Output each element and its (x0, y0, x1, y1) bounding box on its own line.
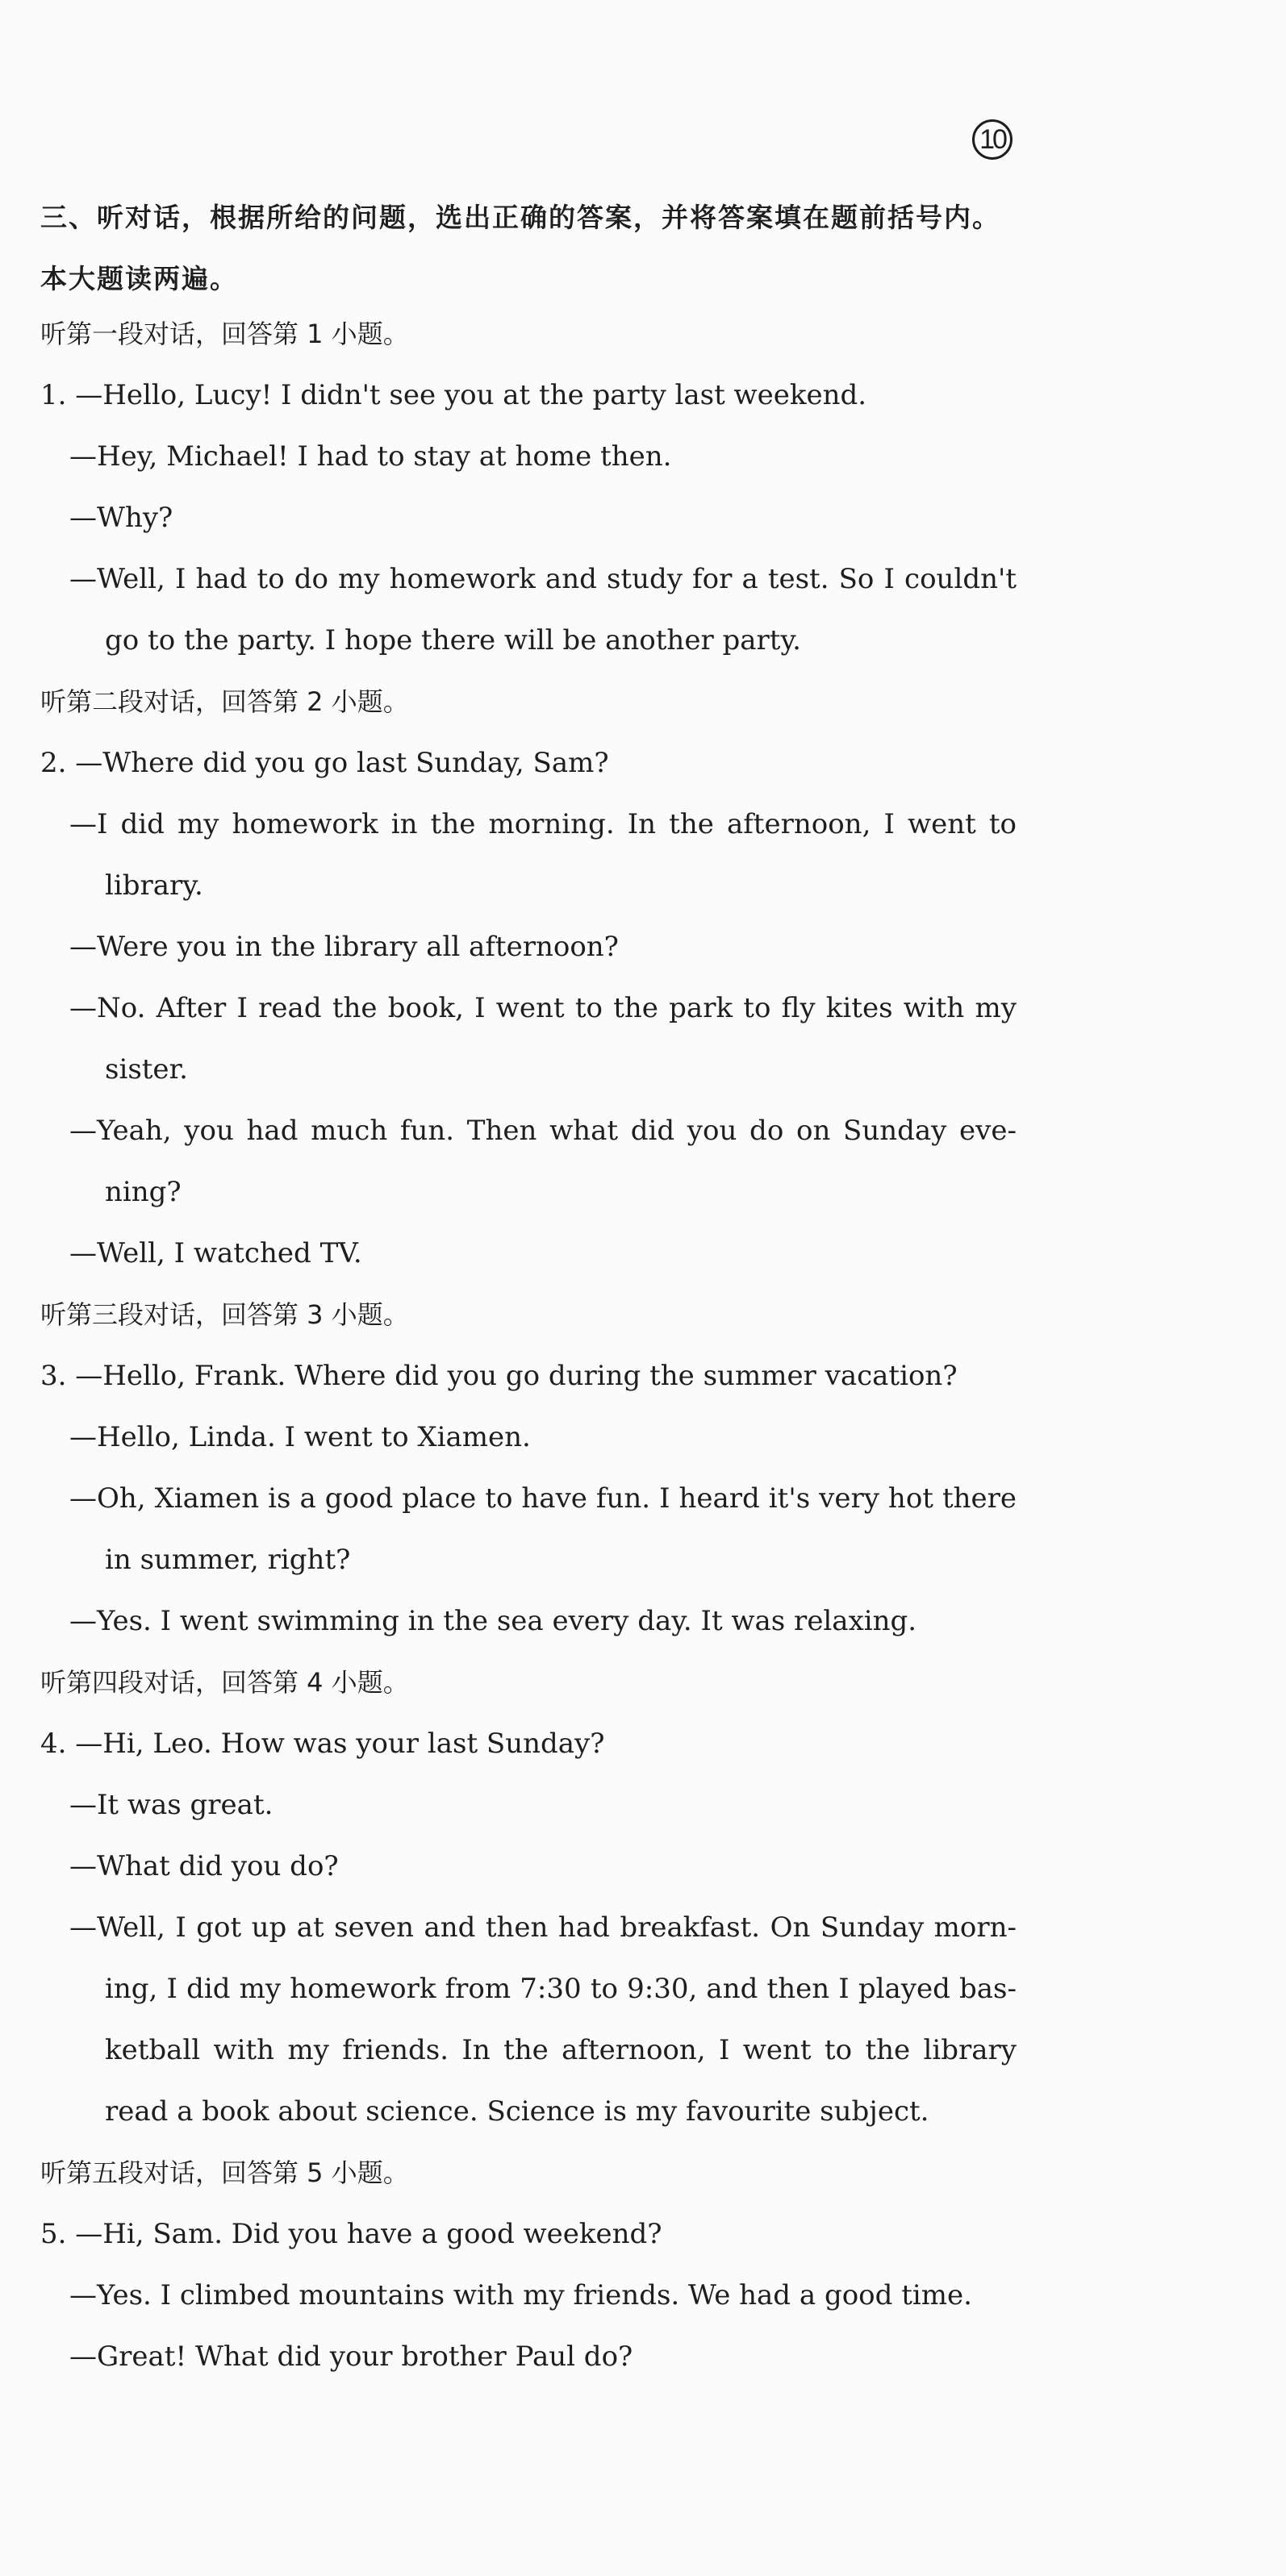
question-line: 1. —Hello, Lucy! I didn't see you at the party last weekend. (40, 379, 867, 411)
dialogue-line: —Well, I watched TV. (69, 1237, 362, 1269)
dialogue-line: —It was great. (69, 1789, 273, 1821)
section-instruction: 听第三段对话，回答第 3 小题。 (40, 1299, 409, 1330)
dialogue-line: —What did you do? (69, 1850, 339, 1882)
question-line: 2. —Where did you go last Sunday, Sam? (40, 747, 609, 779)
question-line: 4. —Hi, Leo. How was your last Sunday? (40, 1728, 605, 1760)
section-instruction: 听第五段对话，回答第 5 小题。 (40, 2157, 409, 2188)
continuation-line: library. (105, 869, 203, 902)
continuation-line: ketball with my friends. In the afternoon, I went to the library (105, 2034, 1017, 2066)
continuation-line: read a book about science. Science is my favourite subject. (105, 2095, 929, 2128)
section-instruction: 听第二段对话，回答第 2 小题。 (40, 686, 409, 717)
dialogue-line: —Were you in the library all afternoon? (69, 931, 619, 963)
dialogue-line: —Great! What did your brother Paul do? (69, 2340, 633, 2373)
continuation-line: in summer, right? (105, 1544, 351, 1576)
dialogue-line: —Yes. I climbed mountains with my friends. We had a good time. (69, 2279, 972, 2311)
dialogue-line: —Yes. I went swimming in the sea every day. It was relaxing. (69, 1605, 917, 1637)
section-instruction: 听第一段对话，回答第 1 小题。 (40, 319, 409, 349)
continuation-line: ning? (105, 1176, 182, 1208)
continuation-line: ing, I did my homework from 7:30 to 9:30, and then I played bas- (105, 1973, 1017, 2005)
dialogue-line: —Well, I had to do my homework and study for a test. So I couldn't (69, 563, 1017, 595)
dialogue-line: —I did my homework in the morning. In the afternoon, I went to (69, 808, 1017, 840)
dialogue-line: —Hello, Linda. I went to Xiamen. (69, 1421, 531, 1453)
transcript-body (40, 303, 1017, 2387)
dialogue-line: —Oh, Xiamen is a good place to have fun. I heard it's very hot there (69, 1482, 1017, 1515)
continuation-line: go to the party. I hope there will be another party. (105, 624, 801, 657)
section-instruction: 听第四段对话，回答第 4 小题。 (40, 1667, 409, 1698)
page-number-badge: 10 (972, 119, 1013, 160)
continuation-line: sister. (105, 1053, 188, 1086)
dialogue-line: —Well, I got up at seven and then had breakfast. On Sunday morn- (69, 1911, 1017, 1944)
dialogue-line: —Why? (69, 502, 173, 534)
section-heading: 三、听对话，根据所给的问题，选出正确的答案，并将答案填在题前括号内。本大题读两遍。 (40, 202, 1000, 294)
dialogue-line: —No. After I read the book, I went to the park to fly kites with my (69, 992, 1017, 1024)
question-line: 5. —Hi, Sam. Did you have a good weekend? (40, 2218, 662, 2250)
question-line: 3. —Hello, Frank. Where did you go during the summer vacation? (40, 1360, 958, 1392)
dialogue-line: —Yeah, you had much fun. Then what did you do on Sunday eve- (69, 1115, 1017, 1147)
dialogue-line: —Hey, Michael! I had to stay at home then. (69, 440, 672, 473)
